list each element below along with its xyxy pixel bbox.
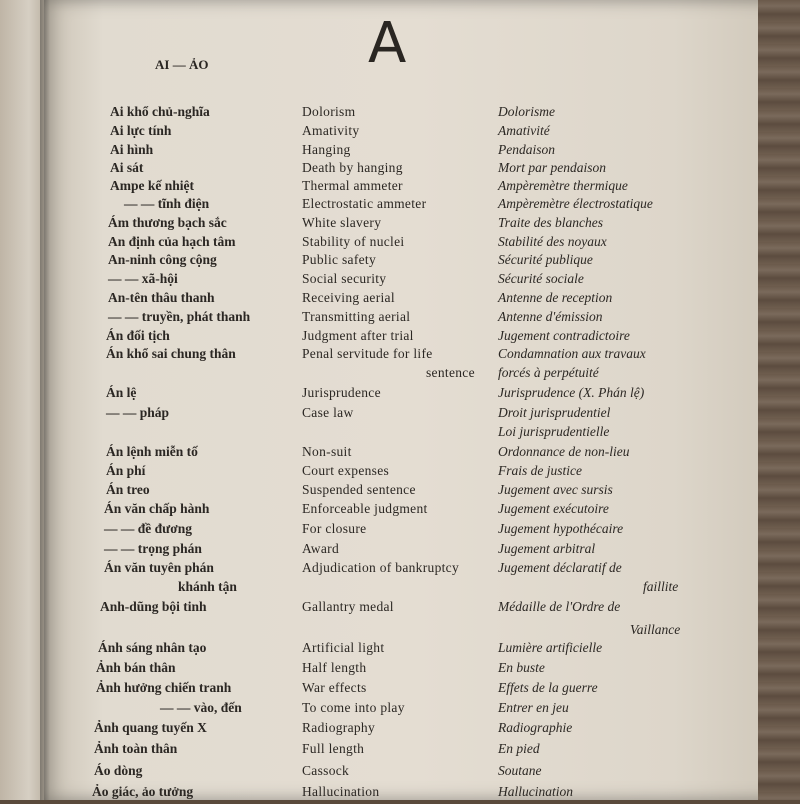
entry-row bbox=[0, 463, 800, 483]
french-term: Condamnation aux travaux bbox=[498, 346, 646, 361]
english-term: Dolorism bbox=[302, 104, 356, 119]
english-term: sentence bbox=[426, 365, 475, 380]
french-term: En buste bbox=[498, 660, 545, 675]
vietnamese-term: Án khổ sai chung thân bbox=[106, 346, 236, 361]
english-term: Amativity bbox=[302, 123, 360, 138]
english-term: To come into play bbox=[302, 700, 405, 715]
vietnamese-term: — — tĩnh điện bbox=[124, 196, 210, 211]
french-term: En pied bbox=[498, 741, 540, 756]
vietnamese-term: Ánh sáng nhân tạo bbox=[98, 640, 207, 655]
vietnamese-term: — — truyền, phát thanh bbox=[108, 309, 251, 324]
french-term: Jugement contradictoire bbox=[498, 328, 630, 343]
entry-row bbox=[0, 424, 800, 444]
vietnamese-term: Ảo giác, ảo tưởng bbox=[92, 784, 194, 799]
vietnamese-term: Ảnh hưởng chiến tranh bbox=[96, 680, 232, 695]
english-term: Penal servitude for life bbox=[302, 346, 433, 361]
french-term: Pendaison bbox=[498, 142, 555, 157]
french-term: Vaillance bbox=[630, 622, 681, 637]
entry-row bbox=[0, 700, 800, 720]
page-range-header: AI — ẢO bbox=[155, 57, 209, 72]
english-term: Stability of nuclei bbox=[302, 234, 405, 249]
french-term: Traite des blanches bbox=[498, 215, 603, 230]
vietnamese-term: Ampe kế nhiệt bbox=[110, 178, 194, 193]
french-term: Jugement exécutoire bbox=[498, 501, 609, 516]
french-term: forcés à perpétuité bbox=[498, 365, 599, 380]
english-term: Half length bbox=[302, 660, 367, 675]
vietnamese-term: Án văn tuyên phán bbox=[104, 560, 214, 575]
english-term: Public safety bbox=[302, 252, 377, 267]
vietnamese-term: An-tên thâu thanh bbox=[108, 290, 215, 305]
entry-row bbox=[0, 346, 800, 366]
entry-row bbox=[0, 160, 800, 180]
english-term: Thermal ammeter bbox=[302, 178, 403, 193]
entry-row bbox=[0, 234, 800, 254]
french-term: Sécurité sociale bbox=[498, 271, 584, 286]
french-term: Jugement déclaratif de bbox=[498, 560, 622, 575]
vietnamese-term: — — vào, đến bbox=[160, 700, 242, 715]
entry-row bbox=[0, 215, 800, 235]
entry-row bbox=[0, 252, 800, 272]
english-term: Suspended sentence bbox=[302, 482, 416, 497]
english-term: Hanging bbox=[302, 142, 351, 157]
vietnamese-term: Ám thương bạch sắc bbox=[108, 215, 227, 230]
english-term: Non-suit bbox=[302, 444, 352, 459]
entry-row bbox=[0, 482, 800, 502]
entry-row bbox=[0, 521, 800, 541]
vietnamese-term: Ảnh toàn thân bbox=[94, 741, 178, 756]
french-term: Droit jurisprudentiel bbox=[498, 405, 611, 420]
vietnamese-term: Áo dòng bbox=[94, 763, 143, 778]
english-term: Cassock bbox=[302, 763, 350, 778]
french-term: Jugement hypothécaire bbox=[498, 521, 624, 536]
french-term: Mort par pendaison bbox=[498, 160, 606, 175]
english-term: Gallantry medal bbox=[302, 599, 394, 614]
french-term: Antenne d'émission bbox=[498, 309, 603, 324]
english-term: Award bbox=[302, 541, 339, 556]
entry-row bbox=[0, 123, 800, 143]
english-term: Enforceable judgment bbox=[302, 501, 428, 516]
english-term: Artificial light bbox=[302, 640, 385, 655]
entry-row bbox=[0, 660, 800, 680]
english-term: Case law bbox=[302, 405, 354, 420]
entry-row bbox=[0, 271, 800, 291]
english-term: War effects bbox=[302, 680, 367, 695]
english-term: For closure bbox=[302, 521, 367, 536]
french-term: Amativité bbox=[498, 123, 550, 138]
english-term: Hallucination bbox=[302, 784, 380, 799]
vietnamese-term: Ai hình bbox=[110, 142, 154, 157]
vietnamese-term: Án đối tịch bbox=[106, 328, 170, 343]
french-term: Ampèremètre électrostatique bbox=[498, 196, 653, 211]
english-term: Social security bbox=[302, 271, 387, 286]
entry-row bbox=[0, 720, 800, 740]
entry-row bbox=[0, 541, 800, 561]
french-term: Stabilité des noyaux bbox=[498, 234, 607, 249]
french-term: Jugement arbitral bbox=[498, 541, 596, 556]
french-term: Ampèremètre thermique bbox=[498, 178, 628, 193]
entry-row bbox=[0, 741, 800, 761]
vietnamese-term: Ảnh quang tuyến X bbox=[94, 720, 207, 735]
french-term: Entrer en jeu bbox=[498, 700, 569, 715]
entry-row bbox=[0, 680, 800, 700]
english-term: White slavery bbox=[302, 215, 382, 230]
vietnamese-term: Án treo bbox=[106, 482, 150, 497]
french-term: Effets de la guerre bbox=[498, 680, 598, 695]
english-term: Electrostatic ammeter bbox=[302, 196, 427, 211]
entry-row bbox=[0, 328, 800, 348]
french-term: faillite bbox=[643, 579, 679, 594]
vietnamese-term: Án văn chấp hành bbox=[104, 501, 210, 516]
english-term: Transmitting aerial bbox=[302, 309, 411, 324]
entry-row bbox=[0, 365, 800, 385]
entry-row bbox=[0, 196, 800, 216]
english-term: Jurisprudence bbox=[302, 385, 381, 400]
french-term: Jugement avec sursis bbox=[498, 482, 613, 497]
french-term: Radiographie bbox=[498, 720, 573, 735]
french-term: Soutane bbox=[498, 763, 542, 778]
vietnamese-term: Án lệnh miễn tố bbox=[106, 444, 198, 459]
french-term: Jurisprudence (X. Phán lệ) bbox=[498, 385, 645, 400]
french-term: Lumière artificielle bbox=[498, 640, 603, 655]
vietnamese-term: Anh-dũng bội tinh bbox=[100, 599, 207, 614]
entry-row bbox=[0, 599, 800, 619]
section-letter: A bbox=[368, 11, 407, 76]
vietnamese-term: — — pháp bbox=[106, 405, 170, 420]
english-term: Judgment after trial bbox=[302, 328, 414, 343]
entry-row bbox=[0, 622, 800, 642]
vietnamese-term: — — xã-hội bbox=[108, 271, 178, 286]
french-term: Ordonnance de non-lieu bbox=[498, 444, 630, 459]
entry-row bbox=[0, 309, 800, 329]
vietnamese-term: An định của hạch tâm bbox=[108, 234, 236, 249]
entry-row bbox=[0, 579, 800, 599]
french-term: Médaille de l'Ordre de bbox=[498, 599, 621, 614]
french-term: Dolorisme bbox=[498, 104, 555, 119]
entry-row bbox=[0, 560, 800, 580]
vietnamese-term: Án lệ bbox=[106, 385, 137, 400]
french-term: Sécurité publique bbox=[498, 252, 593, 267]
entry-row bbox=[0, 405, 800, 425]
french-term: Frais de justice bbox=[498, 463, 582, 478]
vietnamese-term: Ai sát bbox=[110, 160, 144, 175]
entry-row bbox=[0, 763, 800, 783]
entry-row bbox=[0, 444, 800, 464]
entry-row bbox=[0, 640, 800, 660]
vietnamese-term: — — trọng phán bbox=[104, 541, 202, 556]
french-term: Hallucination bbox=[498, 784, 573, 799]
english-term: Adjudication of bankruptcy bbox=[302, 560, 460, 575]
entry-row bbox=[0, 784, 800, 804]
french-term: Loi jurisprudentielle bbox=[498, 424, 610, 439]
vietnamese-term: Ai lực tính bbox=[110, 123, 172, 138]
vietnamese-term: Ảnh bán thân bbox=[96, 660, 176, 675]
entry-row bbox=[0, 501, 800, 521]
entry-row bbox=[0, 290, 800, 310]
english-term: Death by hanging bbox=[302, 160, 403, 175]
entry-row bbox=[0, 104, 800, 124]
vietnamese-term: khánh tận bbox=[178, 579, 237, 594]
english-term: Radiography bbox=[302, 720, 376, 735]
french-term: Antenne de reception bbox=[498, 290, 613, 305]
entry-row bbox=[0, 178, 800, 198]
vietnamese-term: Ai khổ chủ-nghĩa bbox=[110, 104, 210, 119]
entry-row bbox=[0, 385, 800, 405]
vietnamese-term: — — đề đương bbox=[104, 521, 192, 536]
entry-row bbox=[0, 142, 800, 162]
vietnamese-term: Án phí bbox=[106, 463, 146, 478]
english-term: Full length bbox=[302, 741, 365, 756]
english-term: Receiving aerial bbox=[302, 290, 395, 305]
english-term: Court expenses bbox=[302, 463, 390, 478]
vietnamese-term: An-ninh công cộng bbox=[108, 252, 217, 267]
